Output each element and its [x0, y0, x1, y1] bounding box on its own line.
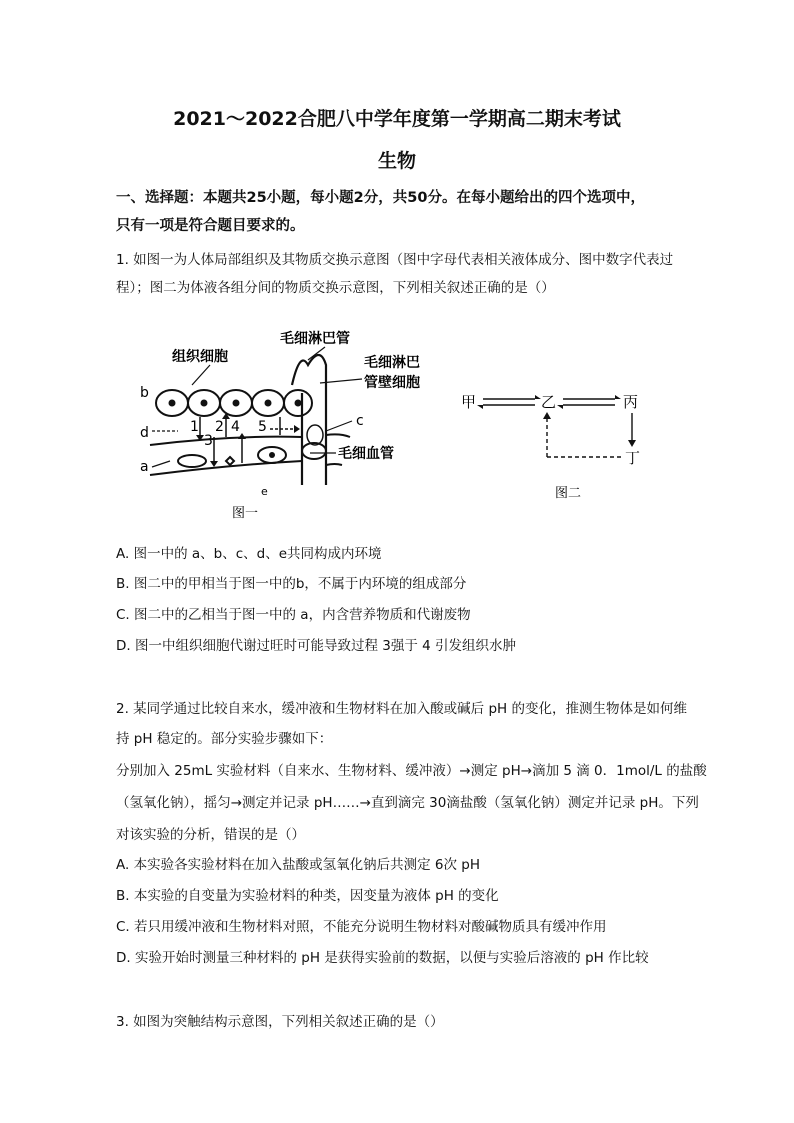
q2-option-c: C. 若只用缓冲液和生物材料对照，不能充分说明生物材料对酸碱物质具有缓冲作用 [116, 919, 607, 935]
fig1-letter-e: e [261, 485, 268, 498]
fig2-yi: 乙 [541, 393, 557, 411]
q2-stem-line5: 对该实验的分析，错误的是（） [116, 827, 305, 843]
fig1-letter-d: d [140, 425, 149, 441]
fig1-label-lymph-capillary: 毛细淋巴管 [280, 331, 350, 347]
fig1-letter-c: c [356, 413, 364, 429]
q3-stem: 3. 如图为突触结构示意图，下列相关叙述正确的是（） [116, 1014, 444, 1030]
figure-1-tissue-diagram [130, 325, 450, 521]
page-title: 2021～2022合肥八中学年度第一学期高二期末考试 [173, 108, 621, 130]
fig1-number-4: 4 [231, 419, 240, 435]
q2-stem-line4: （氢氧化钠），摇匀→测定并记录 pH……→直到滴完 30滴盐酸（氢氧化钠）测定并记录 pH。下列 [116, 795, 699, 811]
q1-option-a: A. 图一中的 a、b、c、d、e共同构成内环境 [116, 546, 382, 562]
q1-stem-line1: 1. 如图一为人体局部组织及其物质交换示意图（图中字母代表相关液体成分、图中数字代表过 [116, 252, 674, 268]
fig1-caption: 图一 [232, 506, 259, 521]
q1-option-d: D. 图一中组织细胞代谢过旺时可能导致过程 3强于 4 引发组织水肿 [116, 638, 517, 654]
q1-option-c: C. 图二中的乙相当于图一中的 a，内含营养物质和代谢废物 [116, 607, 471, 623]
q2-option-d: D. 实验开始时测量三种材料的 pH 是获得实验前的数据，以便与实验后溶液的 pH 作比较 [116, 950, 649, 966]
figure-2-fluid-exchange [455, 385, 655, 505]
q2-stem-line1: 2. 某同学通过比较自来水，缓冲液和生物材料在加入酸或碱后 pH 的变化，推测生物体是如何维 [116, 701, 687, 717]
section-heading-line2: 只有一项是符合题目要求的。 [116, 218, 305, 234]
section-heading-line1: 一、选择题：本题共25小题，每小题2分，共50分。在每小题给出的四个选项中， [116, 190, 645, 206]
q1-option-b: B. 图二中的甲相当于图一中的b，不属于内环境的组成部分 [116, 576, 467, 592]
fig1-label-blood-capillary: 毛细血管 [338, 446, 394, 462]
fig1-letter-b: b [140, 385, 149, 401]
q2-stem-line2: 持 pH 稳定的。部分实验步骤如下： [116, 731, 333, 747]
fig2-ding: 丁 [625, 449, 641, 467]
q1-stem-line2: 程）；图二为体液各组分间的物质交换示意图，下列相关叙述正确的是（） [116, 280, 555, 296]
fig1-letter-a: a [140, 459, 149, 475]
fig1-number-2: 2 [215, 419, 224, 435]
q2-stem-line3: 分别加入 25mL 实验材料（自来水、生物材料、缓冲液）→测定 pH→滴加 5 滴 0．1mol/L 的盐酸 [116, 763, 707, 779]
fig1-number-3: 3 [204, 433, 213, 449]
fig2-caption: 图二 [555, 486, 582, 501]
q2-option-a: A. 本实验各实验材料在加入盐酸或氢氧化钠后共测定 6次 pH [116, 857, 480, 873]
fig1-label-lymph-wall-1: 毛细淋巴 [364, 355, 420, 371]
fig1-label-tissue-cells: 组织细胞 [172, 349, 228, 365]
fig1-number-5: 5 [258, 419, 267, 435]
subject-title: 生物 [377, 150, 416, 172]
q2-option-b: B. 本实验的自变量为实验材料的种类，因变量为液体 pH 的变化 [116, 888, 499, 904]
fig2-bing: 丙 [623, 393, 639, 411]
fig1-number-1: 1 [190, 419, 199, 435]
fig1-label-lymph-wall-2: 管壁细胞 [364, 375, 420, 391]
fig2-jia: 甲 [461, 393, 477, 411]
